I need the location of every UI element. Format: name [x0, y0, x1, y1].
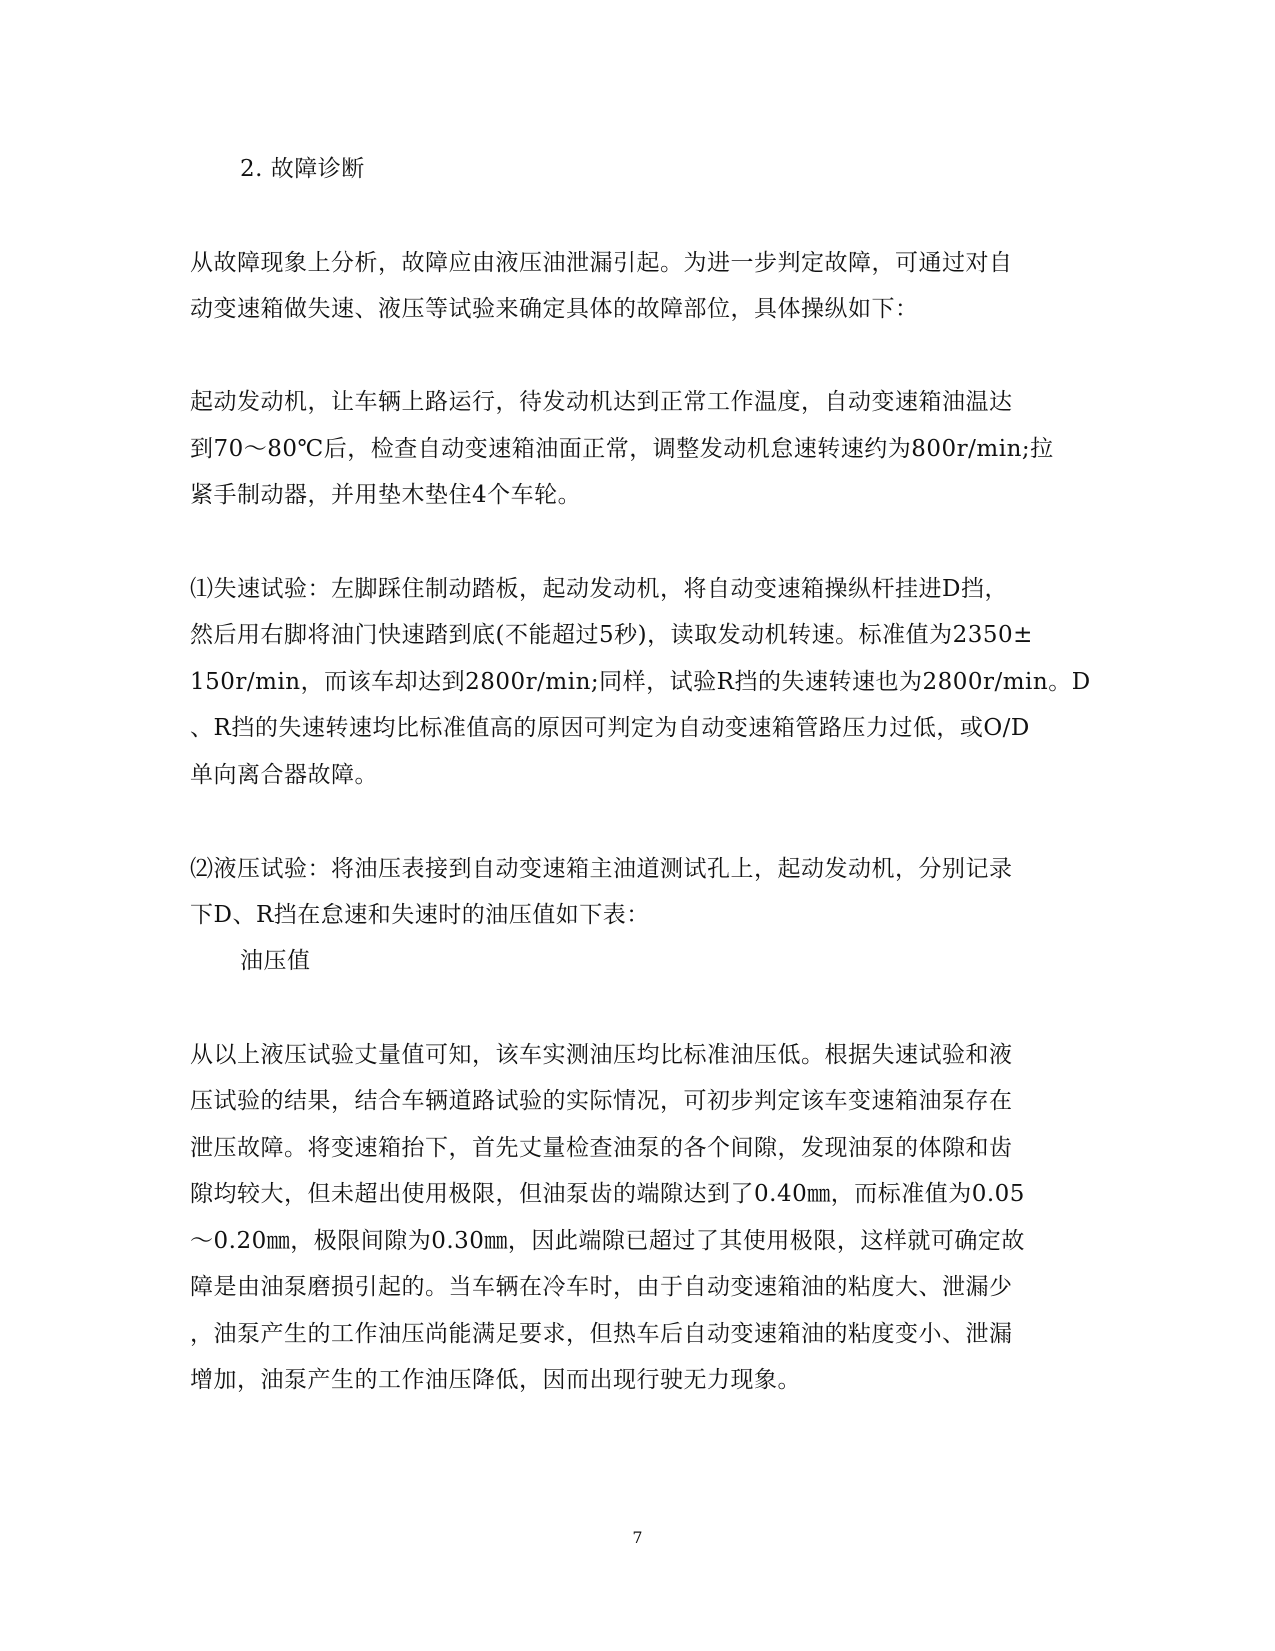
- paragraph-line: 压试验的结果，结合车辆道路试验的实际情况，可初步判定该车变速箱油泵存在: [190, 1088, 1013, 1114]
- paragraph-line: 单向离合器故障。: [190, 762, 378, 788]
- paragraph-line: 泄压故障。将变速箱抬下，首先丈量检查油泵的各个间隙，发现油泵的体隙和齿: [190, 1135, 1013, 1161]
- paragraph-line: 到70～80℃后，检查自动变速箱油面正常，调整发动机怠速转速约为800r/min;拉: [190, 436, 1054, 462]
- paragraph-line: ～0.20㎜，极限间隙为0.30㎜，因此端隙已超过了其使用极限，这样就可确定故: [190, 1228, 1025, 1254]
- paragraph-line: ，油泵产生的工作油压尚能满足要求，但热车后自动变速箱油的粘度变小、泄漏: [190, 1321, 1013, 1347]
- paragraph-line: 然后用右脚将油门快速踏到底(不能超过5秒)，读取发动机转速。标准值为2350±: [190, 622, 1033, 648]
- section-heading: 2. 故障诊断: [240, 156, 365, 182]
- paragraph-line: ⑵液压试验：将油压表接到自动变速箱主油道测试孔上，起动发动机，分别记录: [190, 856, 1013, 882]
- paragraph-line: 隙均较大，但未超出使用极限，但油泵齿的端隙达到了0.40㎜，而标准值为0.05: [190, 1181, 1025, 1207]
- paragraph-line: 紧手制动器，并用垫木垫住4个车轮。: [190, 482, 582, 508]
- table-label: 油压值: [240, 948, 311, 974]
- paragraph-line: 从故障现象上分析，故障应由液压油泄漏引起。为进一步判定故障，可通过对自: [190, 250, 1013, 276]
- paragraph-line: 150r/min，而该车却达到2800r/min;同样，试验R挡的失速转速也为2800r/min。D: [190, 669, 1091, 695]
- paragraph-line: 下D、R挡在怠速和失速时的油压值如下表：: [190, 902, 650, 928]
- paragraph-line: 起动发动机，让车辆上路运行，待发动机达到正常工作温度，自动变速箱油温达: [190, 389, 1013, 415]
- paragraph-line: 增加，油泵产生的工作油压降低，因而出现行驶无力现象。: [190, 1367, 801, 1393]
- paragraph-line: 、R挡的失速转速均比标准值高的原因可判定为自动变速箱管路压力过低，或O/D: [190, 715, 1030, 741]
- paragraph-line: 动变速箱做失速、液压等试验来确定具体的故障部位，具体操纵如下：: [190, 296, 919, 322]
- paragraph-line: ⑴失速试验：左脚踩住制动踏板，起动发动机，将自动变速箱操纵杆挂进D挡，: [190, 576, 1008, 602]
- page-number: 7: [632, 1528, 643, 1547]
- paragraph-line: 障是由油泵磨损引起的。当车辆在冷车时，由于自动变速箱油的粘度大、泄漏少: [190, 1274, 1013, 1300]
- paragraph-line: 从以上液压试验丈量值可知，该车实测油压均比标准油压低。根据失速试验和液: [190, 1042, 1013, 1068]
